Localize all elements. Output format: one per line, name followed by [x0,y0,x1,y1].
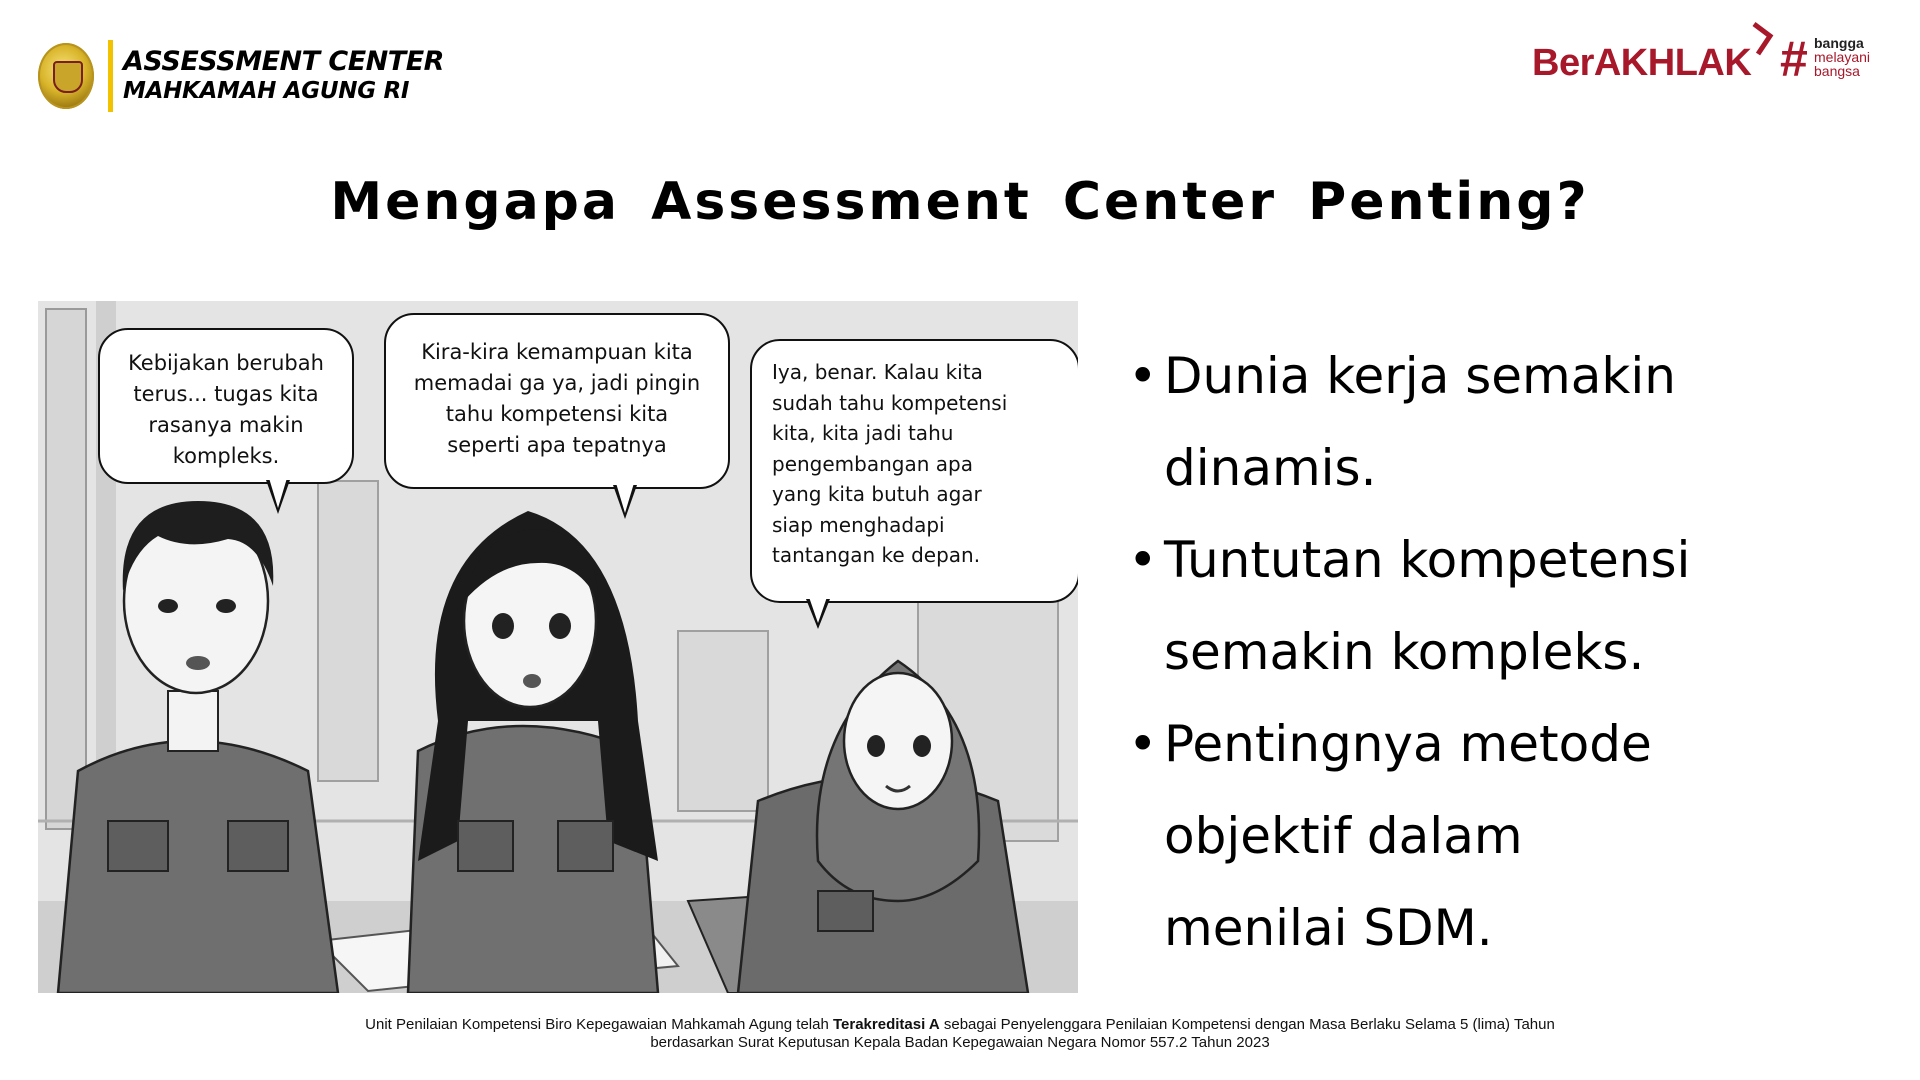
speech-bubble-tail [269,478,287,508]
footer-line-2: berdasarkan Surat Keputusan Kepala Badan Kepegawaian Negara Nomor 557.2 Tahun 2023 [650,1034,1270,1051]
bubble-1-line: terus... tugas kita [133,382,319,406]
accreditation-footer [0,1016,1920,1052]
speech-bubble-man [98,328,354,484]
bubble-2-line: memadai ga ya, jadi pingin [413,371,701,395]
list-item [1128,514,1888,698]
speech-bubble-tail [616,483,634,513]
bubble-2-line: tahu kompetensi kita [445,402,669,426]
brand-divider [108,40,113,112]
bullet-line: Tuntutan kompetensi [1164,531,1691,589]
tagline-line-1: bangga [1814,35,1864,51]
comic-illustration [38,301,1078,993]
bullet-line: objektif dalam [1164,807,1523,865]
bubble-3-line: kita, kita jadi tahu [772,421,954,445]
speech-bubble-woman [384,313,730,489]
bullet-text [1164,698,1888,974]
bubble-3-line: sudah tahu kompetensi [772,390,1008,415]
bubble-3-line: pengembangan apa [772,451,973,476]
reasons-list [1128,330,1888,974]
bubble-1-line: Kebijakan berubah [128,351,324,375]
bullet-line: Dunia kerja semakin [1164,347,1676,405]
speech-bubble-tail [809,597,827,623]
bullet-icon: • [1128,531,1158,589]
list-item [1128,330,1888,514]
bullet-line: semakin kompleks. [1164,623,1645,681]
brand-line-1: ASSESSMENT CENTER [123,46,444,77]
bubble-1-line: kompleks. [172,444,280,468]
bullet-line: menilai SDM. [1164,899,1493,957]
speech-bubble-hijab-woman [750,339,1078,603]
bubble-3-line: Iya, benar. Kalau kita [772,360,983,384]
slide-title: Mengapa Assessment Center Penting? [330,172,1590,232]
berakhlak-logo [1532,20,1892,90]
footer-accreditation: Terakreditasi A [832,1016,940,1033]
bubble-2-line: seperti apa tepatnya [447,433,667,457]
assessment-center-logo [38,38,444,114]
bubble-1-line: rasanya makin [148,413,304,437]
bullet-line: dinamis. [1164,439,1377,497]
bullet-icon: • [1128,347,1158,405]
footer-line-1 [0,1016,1920,1034]
bullet-line: Pentingnya metode [1164,715,1652,773]
tagline-line-2: melayani [1814,49,1871,65]
brand-line-2: MAHKAMAH AGUNG RI [123,78,410,105]
hashtag-icon: # [1780,31,1808,87]
bullet-text [1164,330,1888,514]
bubble-3-line: yang kita butuh agar [772,482,982,506]
bullet-text [1164,514,1888,698]
bubble-3-line: tantangan ke depan. [772,543,981,567]
tagline-line-3: bangsa [1814,63,1860,79]
berakhlak-tagline [1814,36,1870,78]
bubble-2-line: Kira-kira kemampuan kita [421,340,693,364]
list-item [1128,698,1888,974]
berakhlak-wordmark: BerAKHLAK [1532,42,1752,84]
chevron-icon [1750,20,1780,60]
footer-text: Unit Penilaian Kompetensi Biro Kepegawaian Mahkamah Agung telah [365,1016,833,1033]
bubble-3-line: siap menghadapi [772,512,945,537]
mahkamah-agung-emblem-icon [38,43,94,109]
bullet-icon: • [1128,715,1158,773]
footer-text: sebagai Penyelenggara Penilaian Kompetensi dengan Masa Berlaku Selama 5 (lima) Tahun [939,1016,1555,1033]
brand-text [123,46,444,106]
